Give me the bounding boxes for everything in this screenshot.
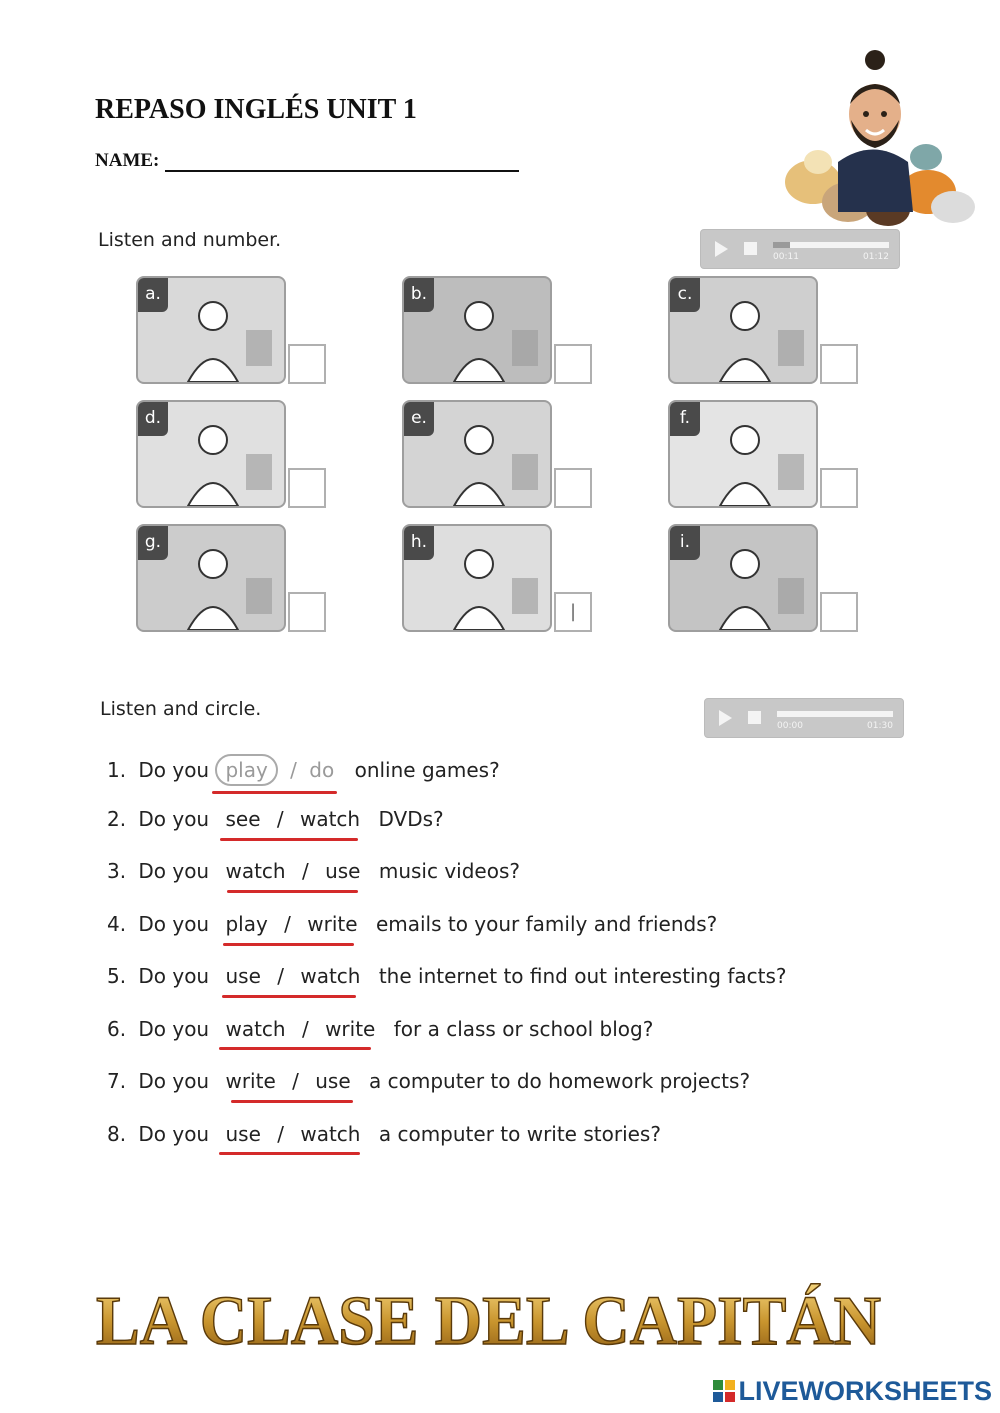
question-1 (107, 754, 500, 786)
picture-f (668, 400, 818, 508)
answer-box-d[interactable] (288, 468, 326, 508)
question-prefix: Do you (138, 807, 210, 831)
question-number: 2. (107, 807, 127, 831)
audio-duration: 01:30 (867, 721, 893, 731)
picture-g (136, 524, 286, 632)
picture-label: f. (670, 402, 700, 436)
option-separator: / (277, 964, 284, 988)
picture-a (136, 276, 286, 384)
question-number: 1. (107, 758, 127, 782)
option-separator: / (301, 1017, 309, 1041)
audio-player-1[interactable] (700, 229, 900, 269)
liveworksheets-logo-icon (713, 1380, 735, 1402)
answer-box-h[interactable]: | (554, 592, 592, 632)
answer-underline (231, 1100, 353, 1103)
question-suffix: for a class or school blog? (393, 1017, 654, 1041)
question-8 (107, 1122, 661, 1146)
answer-box-e[interactable] (554, 468, 592, 508)
play-icon[interactable] (715, 241, 728, 257)
question-number: 5. (107, 964, 127, 988)
option-1-circled[interactable]: play (215, 754, 277, 786)
option-1[interactable]: use (225, 964, 261, 988)
option-separator: / (276, 807, 284, 831)
question-suffix: the internet to find out interesting facts? (378, 964, 787, 988)
option-1[interactable]: watch (225, 859, 286, 883)
picture-label: c. (670, 278, 700, 312)
picture-d (136, 400, 286, 508)
question-suffix: online games? (354, 758, 500, 782)
question-number: 8. (107, 1122, 127, 1146)
question-number: 4. (107, 912, 127, 936)
option-1[interactable]: watch (225, 1017, 286, 1041)
question-prefix: Do you (138, 758, 210, 782)
audio-current-time: 00:11 (773, 252, 799, 262)
listen-and-circle-instruction: Listen and circle. (100, 698, 262, 720)
option-1[interactable]: write (225, 1069, 276, 1093)
option-separator: / (292, 1069, 299, 1093)
listen-and-number-instruction: Listen and number. (98, 229, 282, 251)
picture-label: b. (404, 278, 434, 312)
option-2[interactable]: use (325, 859, 361, 883)
audio-player-2[interactable] (704, 698, 904, 738)
option-1[interactable]: see (225, 807, 261, 831)
option-1[interactable]: use (225, 1122, 261, 1146)
option-2[interactable]: use (315, 1069, 351, 1093)
question-4 (107, 912, 717, 936)
picture-label: g. (138, 526, 168, 560)
worksheet-title: REPASO INGLÉS UNIT 1 (95, 94, 417, 125)
picture-label: d. (138, 402, 168, 436)
picture-label: h. (404, 526, 434, 560)
answer-underline (227, 890, 358, 893)
stop-icon[interactable] (748, 711, 761, 724)
question-number: 3. (107, 859, 127, 883)
question-prefix: Do you (138, 912, 210, 936)
answer-box-c[interactable] (820, 344, 858, 384)
answer-underline (212, 791, 337, 794)
question-prefix: Do you (138, 1122, 210, 1146)
question-number: 6. (107, 1017, 127, 1041)
picture-label: i. (670, 526, 700, 560)
question-prefix: Do you (138, 1069, 210, 1093)
picture-i (668, 524, 818, 632)
answer-box-b[interactable] (554, 344, 592, 384)
question-suffix: a computer to do homework projects? (369, 1069, 751, 1093)
option-2[interactable]: do (309, 758, 335, 782)
answer-underline (222, 995, 356, 998)
question-prefix: Do you (138, 1017, 210, 1041)
answer-box-a[interactable] (288, 344, 326, 384)
question-3 (107, 859, 520, 883)
avatar-with-pets-image (778, 42, 978, 232)
picture-c (668, 276, 818, 384)
play-icon[interactable] (719, 710, 732, 726)
option-separator: / (301, 859, 309, 883)
answer-box-i[interactable] (820, 592, 858, 632)
audio-duration: 01:12 (863, 252, 889, 262)
question-prefix: Do you (138, 859, 210, 883)
option-2[interactable]: write (325, 1017, 376, 1041)
question-7 (107, 1069, 750, 1093)
question-5 (107, 964, 787, 988)
option-separator: / (277, 1122, 284, 1146)
question-6 (107, 1017, 653, 1041)
answer-underline (219, 1152, 360, 1155)
audio-progress-track[interactable] (777, 711, 893, 717)
question-suffix: emails to your family and friends? (375, 912, 718, 936)
picture-label: a. (138, 278, 168, 312)
answer-box-g[interactable] (288, 592, 326, 632)
answer-underline (220, 838, 358, 841)
question-number: 7. (107, 1069, 127, 1093)
banner-text: LA CLASE DEL CAPITÁN (96, 1283, 881, 1360)
name-row (95, 150, 519, 172)
picture-e (402, 400, 552, 508)
name-field-line[interactable] (165, 152, 519, 172)
option-2[interactable]: watch (300, 964, 361, 988)
question-suffix: music videos? (378, 859, 520, 883)
question-suffix: DVDs? (378, 807, 444, 831)
picture-b (402, 276, 552, 384)
question-suffix: a computer to write stories? (378, 1122, 661, 1146)
stop-icon[interactable] (744, 242, 757, 255)
audio-current-time: 00:00 (777, 721, 803, 731)
question-2 (107, 807, 444, 831)
option-2[interactable]: watch (300, 1122, 361, 1146)
option-2[interactable]: watch (299, 807, 361, 831)
option-separator: / (284, 912, 291, 936)
la-clase-del-capitan-banner (96, 1280, 886, 1364)
picture-h (402, 524, 552, 632)
question-prefix: Do you (138, 964, 210, 988)
name-label: NAME: (95, 150, 160, 171)
brand-text: LIVEWORKSHEETS (738, 1376, 992, 1406)
answer-underline (223, 943, 354, 946)
answer-box-f[interactable] (820, 468, 858, 508)
audio-progress-fill (773, 242, 790, 248)
option-1[interactable]: play (225, 912, 268, 936)
liveworksheets-brand[interactable] (713, 1376, 992, 1407)
audio-progress-track[interactable] (773, 242, 889, 248)
answer-underline (219, 1047, 371, 1050)
picture-label: e. (404, 402, 434, 436)
option-2[interactable]: write (307, 912, 358, 936)
option-separator: / (290, 758, 297, 782)
